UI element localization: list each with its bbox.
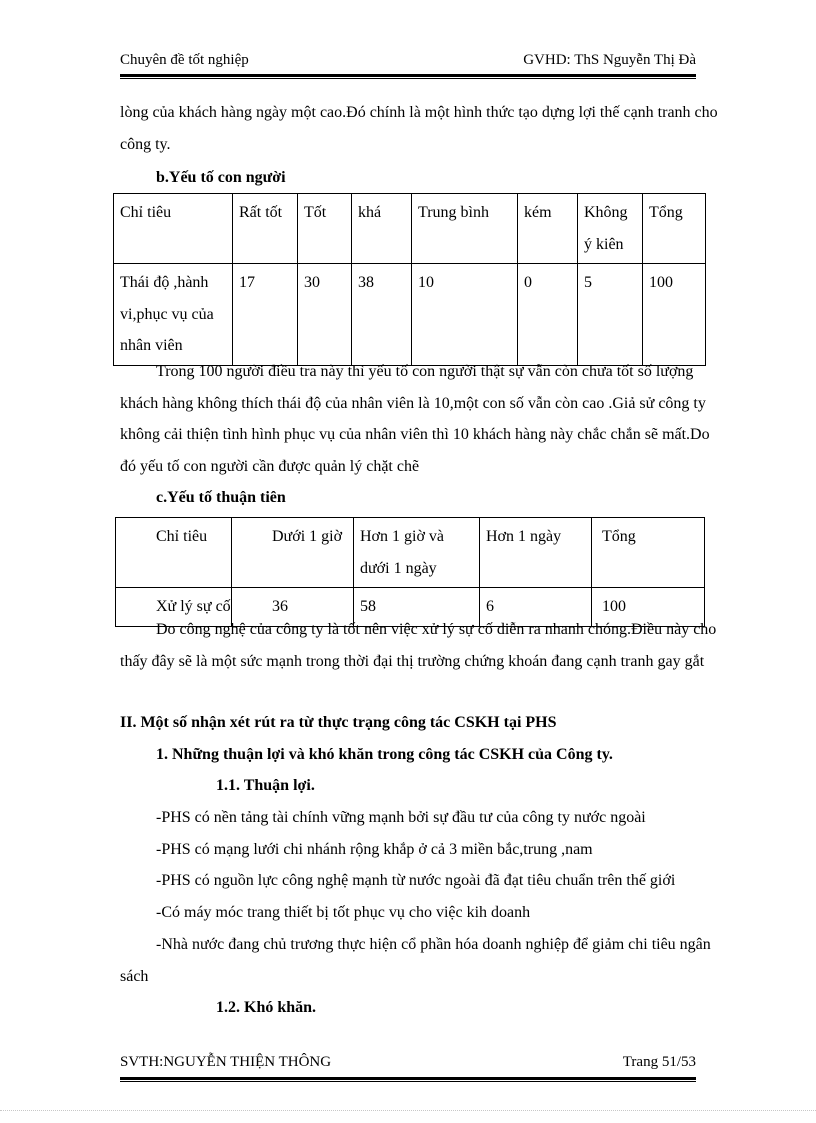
advantage-item: -PHS có mạng lưới chi nhánh rộng khắp ở cả 3 miền bắc,trung ,nam [156,841,593,858]
table-cell: 100 [643,264,706,366]
table-cell: Xử lý sự cố [116,588,232,627]
header-rule [120,74,696,79]
table-header-cell: Tổng [592,518,705,588]
table-cell: 0 [518,264,578,366]
footer-page-number: Trang 51/53 [622,1054,696,1070]
table-header-cell: khá [352,194,412,264]
section-c-paragraph: Do công nghệ của công ty là tốt nên việc xử lý sự cố diễn ra nhanh chóng.Điều này cho thấy đây sẽ là một sức mạnh trong thời đại thị trường chứng khoán đang cạnh tranh gay gắt [120,621,717,670]
advantage-item-long: -Nhà nước đang chủ trương thực hiện cổ phần hóa doanh nghiệp để giảm chi tiêu ngân sách [120,936,711,985]
subsection-1-heading: 1. Những thuận lợi và khó khăn trong công tác CSKH của Công ty. [156,746,613,763]
table-cell: 6 [480,588,592,627]
section-b-heading: b.Yếu tố con người [156,169,286,186]
table-cell: 58 [354,588,480,627]
intro-paragraph: lòng của khách hàng ngày một cao.Đó chính là một hình thức tạo dựng lợi thế cạnh tranh cho công ty. [120,104,718,153]
section-ii-heading: II. Một số nhận xét rút ra từ thực trạng công tác CSKH tại PHS [120,714,557,731]
table-header-cell: Trung bình [412,194,518,264]
page-footer [120,1054,696,1074]
advantage-item: -PHS có nguồn lực công nghệ mạnh từ nước ngoài đã đạt tiêu chuẩn trên thế giới [156,872,676,889]
table-header-cell: Hơn 1 giờ và dưới 1 ngày [354,518,480,588]
table-header-cell: Dưới 1 giờ [232,518,354,588]
table-header-cell: kém [518,194,578,264]
page-boundary [0,1110,816,1112]
advantage-item: -Có máy móc trang thiết bị tốt phục vụ cho việc kih doanh [156,904,531,921]
section-c-heading: c.Yếu tố thuận tiên [156,489,286,506]
table-header-cell: Rất tốt [233,194,298,264]
table-header-cell: Không ý kiên [578,194,643,264]
page-header [120,52,696,72]
subsection-1-2-heading: 1.2. Khó khăn. [216,999,317,1016]
table-header-cell: Tốt [298,194,352,264]
table-header-cell: Hơn 1 ngày [480,518,592,588]
table-cell: 5 [578,264,643,366]
table-cell: 36 [232,588,354,627]
convenience-factor-table [115,517,705,627]
advantage-item: -PHS có nền tảng tài chính vững mạnh bởi sự đầu tư của công ty nước ngoài [156,809,646,826]
footer-student: SVTH:NGUYỄN THIỆN THÔNG [120,1054,332,1070]
table-cell: 38 [352,264,412,366]
table-header-row [116,518,705,588]
table-header-cell: Chỉ tiêu [116,518,232,588]
table-cell: 100 [592,588,705,627]
subsection-1-1-heading: 1.1. Thuận lợi. [216,777,315,794]
table-cell: Thái độ ,hành vi,phục vụ của nhân viên [114,264,233,366]
table-header-cell: Chỉ tiêu [114,194,233,264]
header-title: Chuyên đề tốt nghiệp [120,52,249,68]
people-factor-table [113,193,706,366]
table-row [114,264,706,366]
table-cell: 10 [412,264,518,366]
footer-rule [120,1077,696,1082]
table-header-row [114,194,706,264]
table-header-cell: Tổng [643,194,706,264]
header-advisor: GVHD: ThS Nguyễn Thị Đà [523,52,696,68]
table-cell: 30 [298,264,352,366]
section-b-paragraph: Trong 100 người điều tra này thì yếu tố con người thật sự vẫn còn chưa tốt số lượng khách hàng không thích thái độ của nhân viên là 10,một con số vẫn còn cao .Giả sử công ty không cải thiện tình hình phục vụ của nhân viên thì 10 khách hàng này chắc chắn sẽ mất.Do đó yếu tố con người cần được quản lý chặt chẽ [120,363,710,475]
table-cell: 17 [233,264,298,366]
